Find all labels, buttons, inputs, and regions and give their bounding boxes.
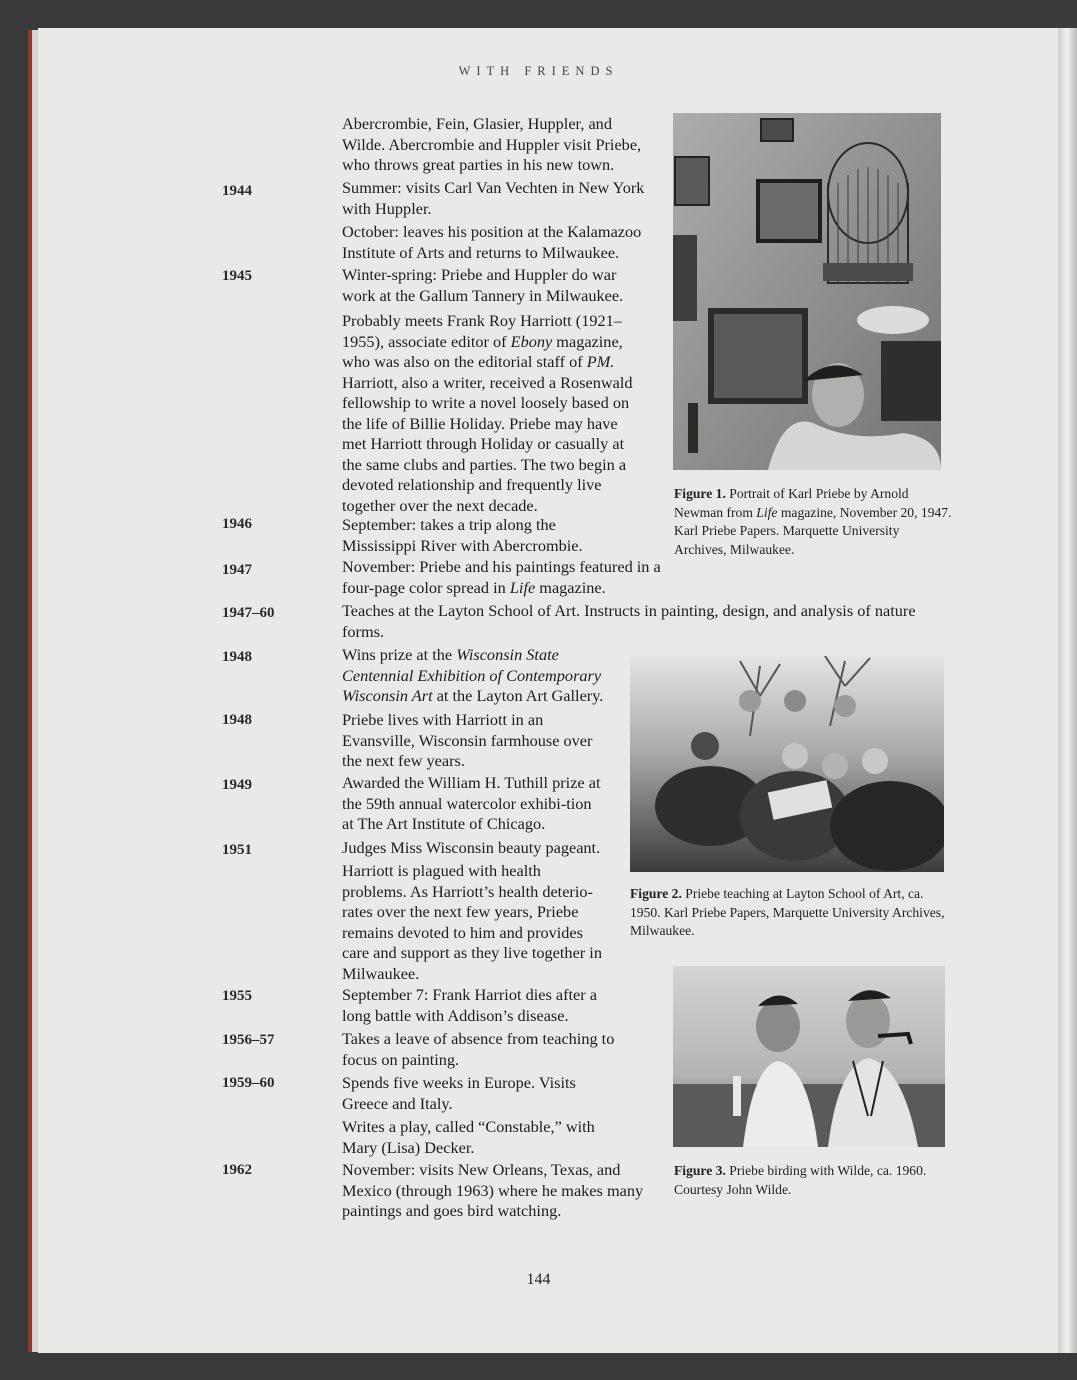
entry-harriott bbox=[342, 311, 642, 516]
text-run: November: Priebe and his paintings featured in a four-page color spread in bbox=[342, 557, 661, 597]
figure-1-caption bbox=[674, 485, 954, 559]
entry-life-feature bbox=[342, 557, 662, 598]
text-run: Wins prize at the bbox=[342, 645, 457, 664]
entry-mississippi: September: takes a trip along the Mississippi River with Abercrombie. bbox=[342, 515, 583, 555]
figure-3-photo bbox=[673, 966, 945, 1147]
figure-2-photo bbox=[630, 656, 944, 872]
page-gutter-right bbox=[1058, 28, 1077, 1353]
entry-harriot-dies: September 7: Frank Harriot dies after a long battle with Addison’s disease. bbox=[342, 985, 597, 1025]
year-1948-farmhouse: 1948 bbox=[222, 712, 252, 728]
figure-1-photo bbox=[673, 113, 941, 470]
entry-kalamazoo: October: leaves his position at the Kalamazoo Institute of Arts and returns to Milwaukee. bbox=[342, 222, 642, 262]
entry-van-vechten: Summer: visits Carl Van Vechten in New York with Huppler. bbox=[342, 178, 645, 218]
entry-friends-visit: Abercrombie, Fein, Glasier, Huppler, and Wilde. Abercrombie and Huppler visit Priebe, who throws great parties in his new town. bbox=[342, 114, 642, 174]
running-header: WITH FRIENDS bbox=[458, 64, 619, 78]
page-number: 144 bbox=[526, 1271, 551, 1288]
entry-evansville: Priebe lives with Harriott in an Evansville, Wisconsin farmhouse over the next few years. bbox=[342, 710, 593, 770]
text-run-italic: Wisconsin State Centennial Exhibition of Contemporary Wisconsin Art bbox=[342, 645, 602, 705]
caption-text: Priebe birding with Wilde, ca. 1960. Courtesy John Wilde. bbox=[674, 1163, 927, 1197]
year-1949: 1949 bbox=[222, 777, 252, 793]
caption-text: magazine, November 20, 1947. Karl Priebe Papers. Marquette University Archives, Milwaukee. bbox=[674, 504, 952, 557]
year-1955: 1955 bbox=[222, 988, 252, 1004]
entry-europe: Spends five weeks in Europe. Visits Greece and Italy. bbox=[342, 1073, 576, 1113]
figure-3-caption bbox=[674, 1162, 964, 1199]
entry-play: Writes a play, called “Constable,” with Mary (Lisa) Decker. bbox=[342, 1117, 595, 1157]
entry-centennial-prize bbox=[342, 645, 612, 707]
year-1951: 1951 bbox=[222, 842, 252, 858]
year-1944: 1944 bbox=[222, 183, 252, 199]
figure-3-label: Figure 3. bbox=[674, 1163, 726, 1178]
text-run-italic: Ebony bbox=[510, 331, 553, 351]
figure-2-illustration bbox=[630, 656, 944, 872]
text-run: magazine. bbox=[535, 577, 606, 597]
entry-leave: Takes a leave of absence from teaching to focus on painting. bbox=[342, 1029, 615, 1069]
caption-text: Portrait of Karl Priebe by Arnold Newman from bbox=[674, 486, 909, 520]
text-run: magazine, who was also on the editorial staff of bbox=[342, 331, 623, 371]
entry-layton-teaching: Teaches at the Layton School of Art. Instructs in painting, design, and analysis of nature forms. bbox=[342, 601, 916, 641]
year-1946: 1946 bbox=[222, 516, 252, 532]
year-1948-prize: 1948 bbox=[222, 649, 252, 665]
year-1959-60: 1959–60 bbox=[222, 1075, 275, 1091]
entry-war-work: Winter-spring: Priebe and Huppler do war work at the Gallum Tannery in Milwaukee. bbox=[342, 265, 624, 305]
figure-2-caption bbox=[630, 885, 950, 941]
entry-tuthill-prize: Awarded the William H. Tuthill prize at the 59th annual watercolor exhibi-tion at The Art Institute of Chicago. bbox=[342, 773, 601, 833]
year-1947: 1947 bbox=[222, 562, 252, 578]
text-run: Harriott, also a writer, received a Rosenwald fellowship to write a novel loosely based on the life of Billie Holiday. Priebe may have met Harriott through Holiday or casually at the same clubs and parties. The two begin a devoted relationship and frequently live together over the next decade. bbox=[342, 372, 633, 515]
caption-text-italic: Life bbox=[756, 504, 778, 520]
entry-health: Harriott is plagued with health problems. As Harriott’s health deterio-rates over the next few years, Priebe remains devoted to him and provides care and support as they live together in Milwaukee. bbox=[342, 861, 602, 983]
entry-pageant: Judges Miss Wisconsin beauty pageant. bbox=[342, 838, 601, 857]
year-1947-60: 1947–60 bbox=[222, 605, 275, 621]
text-run: at the Layton Art Gallery. bbox=[432, 686, 604, 705]
figure-1-illustration bbox=[673, 113, 941, 470]
text-run: Probably meets Frank Roy Harriott (1921–1955), associate editor of bbox=[342, 311, 622, 351]
figure-3-illustration bbox=[673, 966, 945, 1147]
figure-1-label: Figure 1. bbox=[674, 486, 726, 501]
year-1945: 1945 bbox=[222, 268, 252, 284]
entry-new-orleans: November: visits New Orleans, Texas, and Mexico (through 1963) where he makes many paintings and goes bird watching. bbox=[342, 1160, 644, 1220]
text-run-italic: PM. bbox=[586, 352, 615, 371]
text-run-italic: Life bbox=[509, 577, 536, 597]
figure-2-label: Figure 2. bbox=[630, 886, 682, 901]
year-1962: 1962 bbox=[222, 1162, 252, 1178]
year-1956-57: 1956–57 bbox=[222, 1032, 275, 1048]
caption-text: Priebe teaching at Layton School of Art, ca. 1950. Karl Priebe Papers, Marquette University Archives, Milwaukee. bbox=[630, 886, 945, 938]
